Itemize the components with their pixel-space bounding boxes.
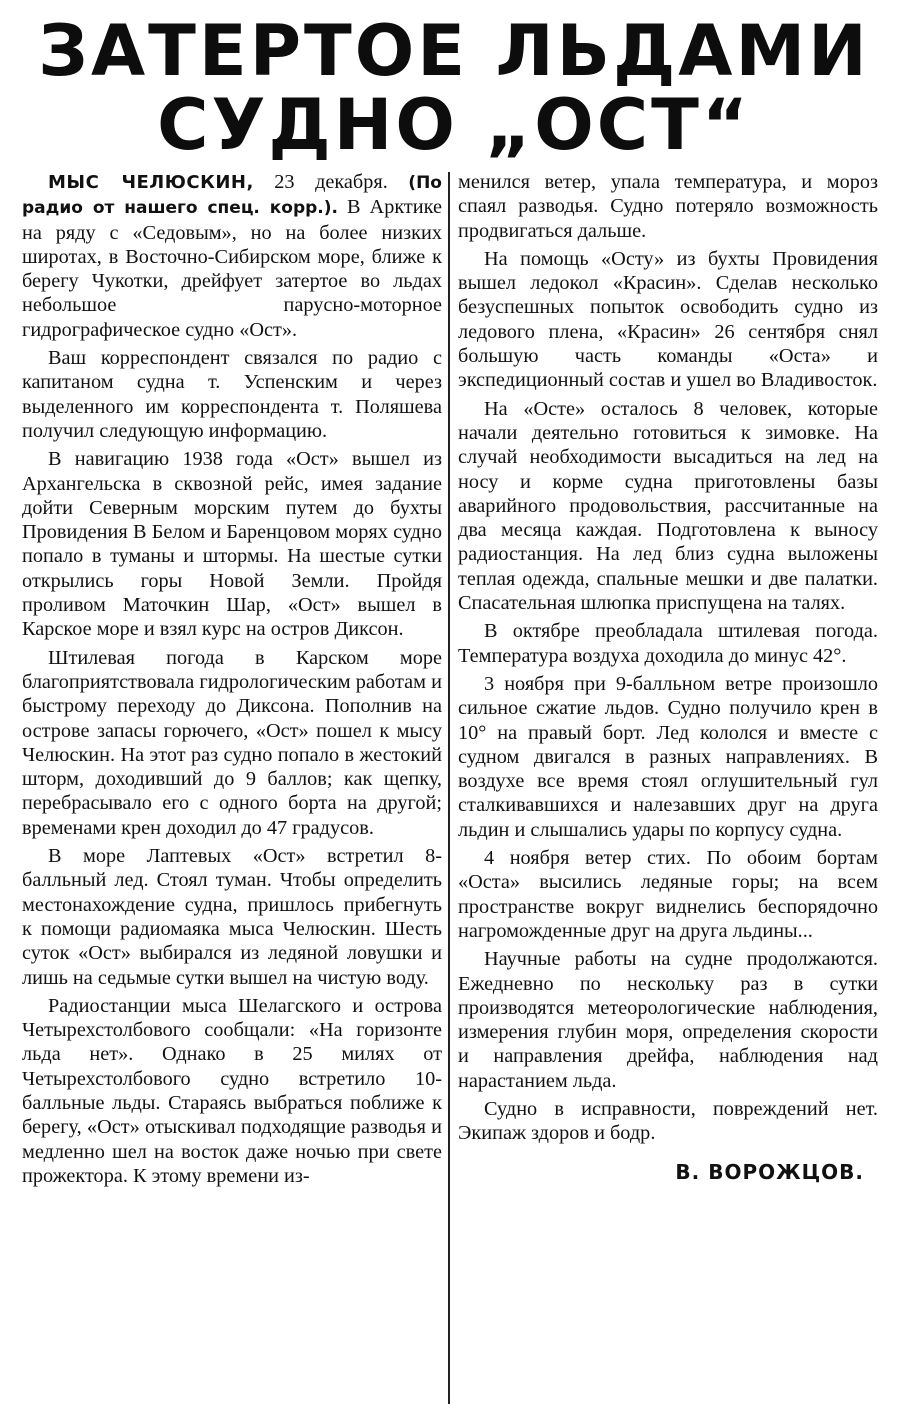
date: 23 декабря.: [253, 171, 409, 193]
paragraph-12: Научные работы на судне продолжаются. Ежедневно по нескольку раз в сутки производятся метеорологические наблюдения, измерения глубин моря, определения скорости и направления дрейфа, наблюдения над нарастанием льда.: [458, 948, 878, 1092]
right-column: [458, 170, 878, 1184]
paragraph-6: Радиостанции мыса Шелагского и острова Четырехстолбового сообщали: «На горизонте льда нет». Однако в 25 милях от Четырехстолбового судно встретило 10-балльные льды. Стараясь выбраться поближе к берегу, «Ост» отыскивал подходящие разводья и медленно шел на восток даже ночью при свете прожектора. К этому времени из-: [22, 994, 442, 1187]
paragraph-continuation: менился ветер, упала температура, и мороз спаял разводья. Судно потеряло возможность продвигаться дальше.: [458, 171, 878, 242]
paragraph-8: На «Осте» осталось 8 человек, которые начали деятельно готовиться к зимовке. На случай необходимости высадиться на лед на носу и корме судна приготовлены базы аварийного продовольствия, рассчитанные на два месяца каждая. Подготовлена к выносу радиостанция. На лед близ судна выложены теплая одежда, спальные мешки и две палатки. Спасательная шлюпка приспущена на талях.: [458, 397, 878, 615]
headline: [28, 10, 880, 166]
paragraph-1: [22, 170, 442, 342]
headline-line-1: ЗАТЕРТОЕ ЛЬДАМИ: [38, 10, 870, 92]
paragraph-5: В море Лаптевых «Ост» встретил 8-балльный лед. Стоял туман. Чтобы определить местонахождение судна, пришлось прибегнуть к помощи радиомаяка мыса Челюскин. Шесть суток «Ост» выбирался из ледяной ловушки и лишь на седьмые сутки вышел на чистую воду.: [22, 845, 442, 989]
author-signature: В. ВОРОЖЦОВ.: [675, 1159, 864, 1184]
column-divider: [448, 172, 450, 1404]
paragraph-13: Судно в исправности, повреждений нет. Экипаж здоров и бодр.: [458, 1097, 878, 1145]
credit: (По радио от нашего спец. корр.).: [22, 173, 442, 219]
article-body: [22, 170, 882, 1420]
paragraph-10: 3 ноября при 9-балльном ветре произошло сильное сжатие льдов. Судно получило крен в 10° на правый борт. Лед кололся и вместе с судном двигался в разных направлениях. В воздухе все время стоял оглушительный гул сталкивавшихся и налезавших друг на друга льдин и слышались удары по корпусу судна.: [458, 672, 878, 841]
paragraph-4: Штилевая погода в Карском море благоприятствовала гидрологическим работам и быстрому переходу до Диксона. Пополнив на острове запасы горючего, «Ост» пошел к мысу Челюскин. На этот раз судно попало в жестокий шторм, доходивший до 9 баллов; как щепку, перебрасывало его с одного борта на другой; временами крен доходил до 47 градусов.: [22, 646, 442, 839]
left-column: [22, 170, 442, 1192]
headline-line-2: СУДНО „ОСТ“: [157, 84, 751, 166]
paragraph-7: На помощь «Осту» из бухты Провидения вышел ледокол «Красин». Сделав несколько безуспешных попыток освободить судно из ледового плена, «Красин» 26 сентября снял большую часть команды «Оста» и экспедиционный состав и ушел во Владивосток.: [458, 247, 878, 392]
dateline: МЫС ЧЕЛЮСКИН,: [48, 172, 254, 193]
paragraph-2: Ваш корреспондент связался по радио с капитаном судна т. Успенским и через выделенного им корреспондента т. Поляшева получил следующую информацию.: [22, 347, 442, 442]
paragraph-11: 4 ноября ветер стих. По обоим бортам «Оста» высились ледяные горы; на всем пространстве вокруг виднелись беспорядочно нагроможденные друг на друга льдины...: [458, 847, 878, 942]
paragraph-text: В Арктике на ряду с «Седовым», но на более низких широтах, в Восточно-Сибирском море, ближе к берегу Чукотки, дрейфует затертое во льдах небольшое парусно-моторное гидрографическое судно «Ост».: [22, 196, 442, 341]
paragraph-9: В октябре преобладала штилевая погода. Температура воздуха доходила до минус 42°.: [458, 620, 878, 667]
paragraph-3: В навигацию 1938 года «Ост» вышел из Архангельска в сквозной рейс, имея задание дойти Северным морским путем до бухты Провидения В Белом и Баренцовом морях судно попало в туманы и штормы. На шестые сутки открылись горы Новой Земли. Пройдя проливом Маточкин Шар, «Ост» вышел в Карское море и взял курс на остров Диксон.: [22, 448, 442, 641]
